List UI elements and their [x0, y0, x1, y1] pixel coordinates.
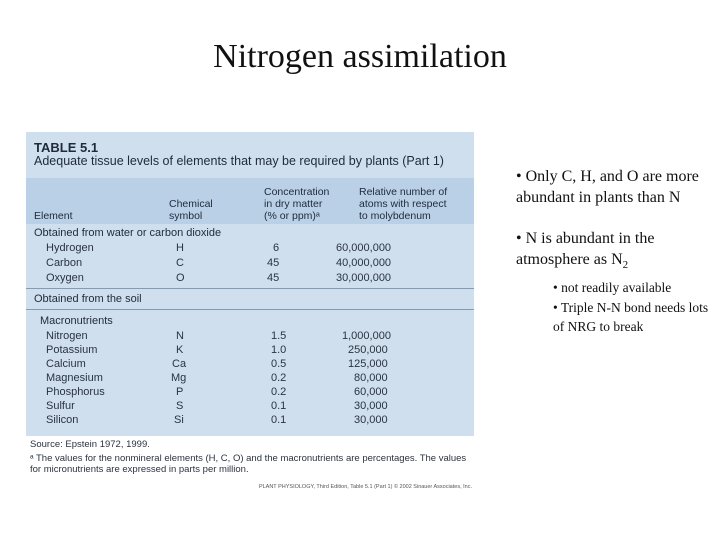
col-header-concentration: Concentration in dry matter (% or ppm)ᵃ — [264, 186, 330, 222]
table-row: Hydrogen H 6 60,000,000 — [46, 242, 392, 254]
section-divider — [26, 288, 474, 289]
slide-title: Nitrogen assimilation — [213, 38, 507, 75]
table-row: Nitrogen N 1.5 1,000,000 — [46, 330, 391, 342]
table-row: Silicon Si 0.1 30,000 — [46, 414, 388, 426]
table-row: Sulfur S 0.1 30,000 — [46, 400, 388, 412]
table-figure — [26, 132, 474, 494]
col-header-element: Element — [34, 210, 73, 222]
section-divider — [26, 309, 474, 310]
column-header-band — [26, 178, 474, 224]
table-credit: PLANT PHYSIOLOGY, Third Edition, Table 5.1 (Part 1) © 2002 Sinauer Associates, Inc. — [258, 484, 472, 490]
bullet-atmosphere: • N is abundant in the atmosphere as $N_2$ — [516, 230, 655, 272]
section-water: Obtained from water or carbon dioxide — [34, 227, 222, 239]
col-header-symbol: Chemical symbol — [169, 198, 213, 222]
table-caption: Adequate tissue levels of elements that may be required by plants (Part 1) — [34, 154, 444, 168]
subsection-macronutrients: Macronutrients — [40, 315, 113, 327]
col-header-relative: Relative number of atoms with respect to molybdenum — [359, 186, 448, 222]
table-row: Carbon C 45 40,000,000 — [46, 257, 392, 269]
table-row: Phosphorus P 0.2 60,000 — [46, 386, 388, 398]
table-row: Potassium K 1.0 250,000 — [46, 344, 388, 356]
table-row: Calcium Ca 0.5 125,000 — [46, 358, 388, 370]
bullet-abundance: • Only C, H, and O are more abundant in plants than N — [516, 168, 699, 206]
table-row: Magnesium Mg 0.2 80,000 — [46, 372, 388, 384]
sub-bullet-triple-bond: • Triple N-N bond needs lots of NRG to break — [553, 299, 709, 335]
sub-bullet-not-available: • not readily available — [553, 280, 672, 296]
table-panel — [26, 132, 474, 436]
table-header — [26, 132, 474, 178]
section-soil: Obtained from the soil — [34, 293, 142, 305]
bullet-list — [516, 166, 712, 337]
table-row: Oxygen O 45 30,000,000 — [46, 272, 392, 284]
table-source: Source: Epstein 1972, 1999. — [30, 439, 150, 450]
table-number: TABLE 5.1 — [34, 140, 99, 155]
table-footnote: ᵃ The values for the nonmineral elements (H, C, O) and the macronutrients are percentages. The values for micronutrients are expressed in parts per million. — [30, 453, 467, 475]
